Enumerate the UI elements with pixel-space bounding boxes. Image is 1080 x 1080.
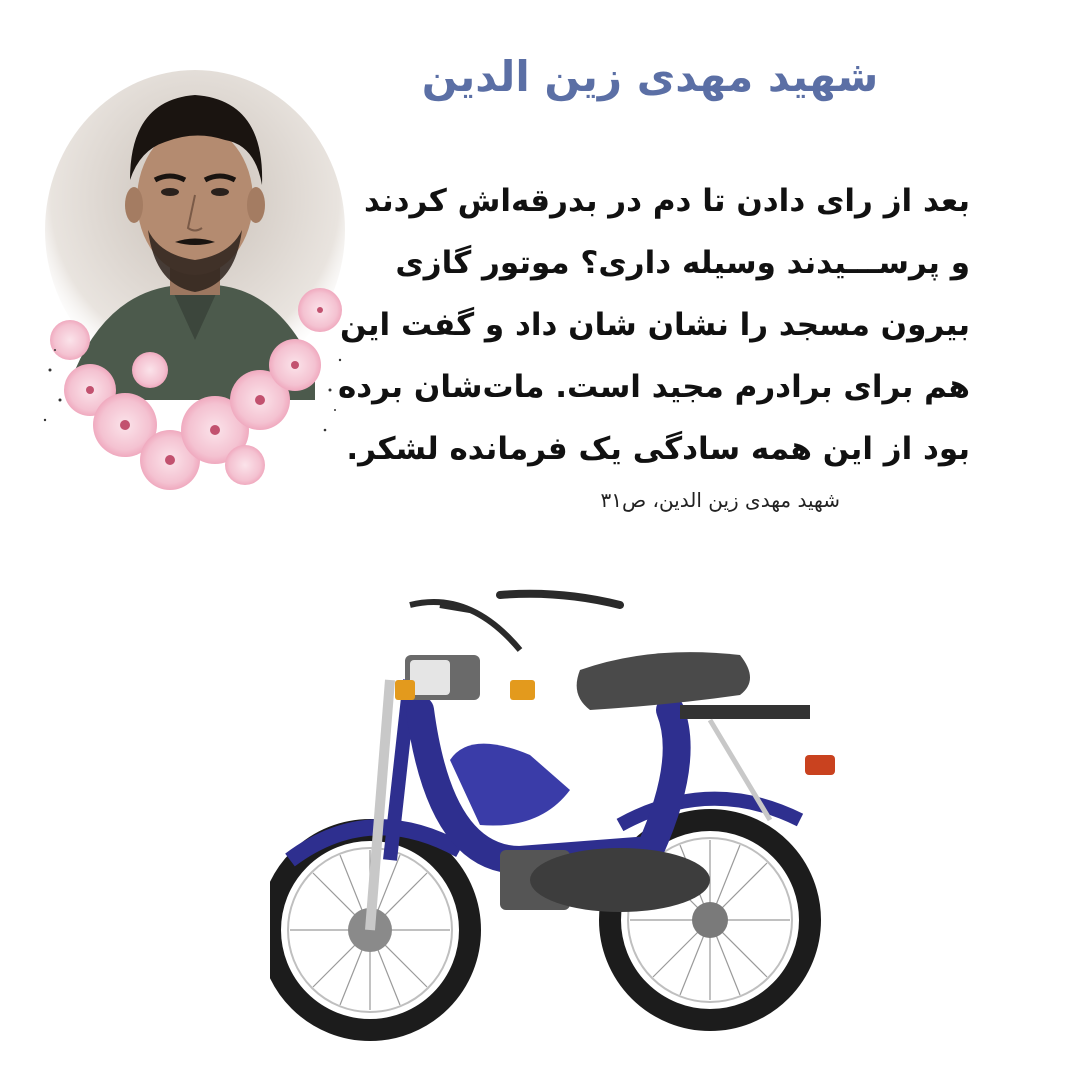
quote-line: و پرســـیدند وسیله داری؟ موتور گازی [395,245,970,281]
portrait-photo [30,70,360,490]
moped-photo [270,560,860,1060]
quote-text [337,170,970,480]
quote-line: هم برای برادرم مجید است. مات‌شان برده [337,369,970,405]
source-citation: شهید مهدی زین الدین، ص۳۱ [600,488,840,512]
quote-line: بود از این همه سادگی یک فرمانده لشکر. [346,431,970,467]
quote-line: بعد از رای دادن تا دم در بدرقه‌اش کردند [364,183,970,219]
quote-line: بیرون مسجد را نشان شان داد و گفت این [339,307,970,343]
page-title: شهید مهدی زین الدین [421,52,879,101]
